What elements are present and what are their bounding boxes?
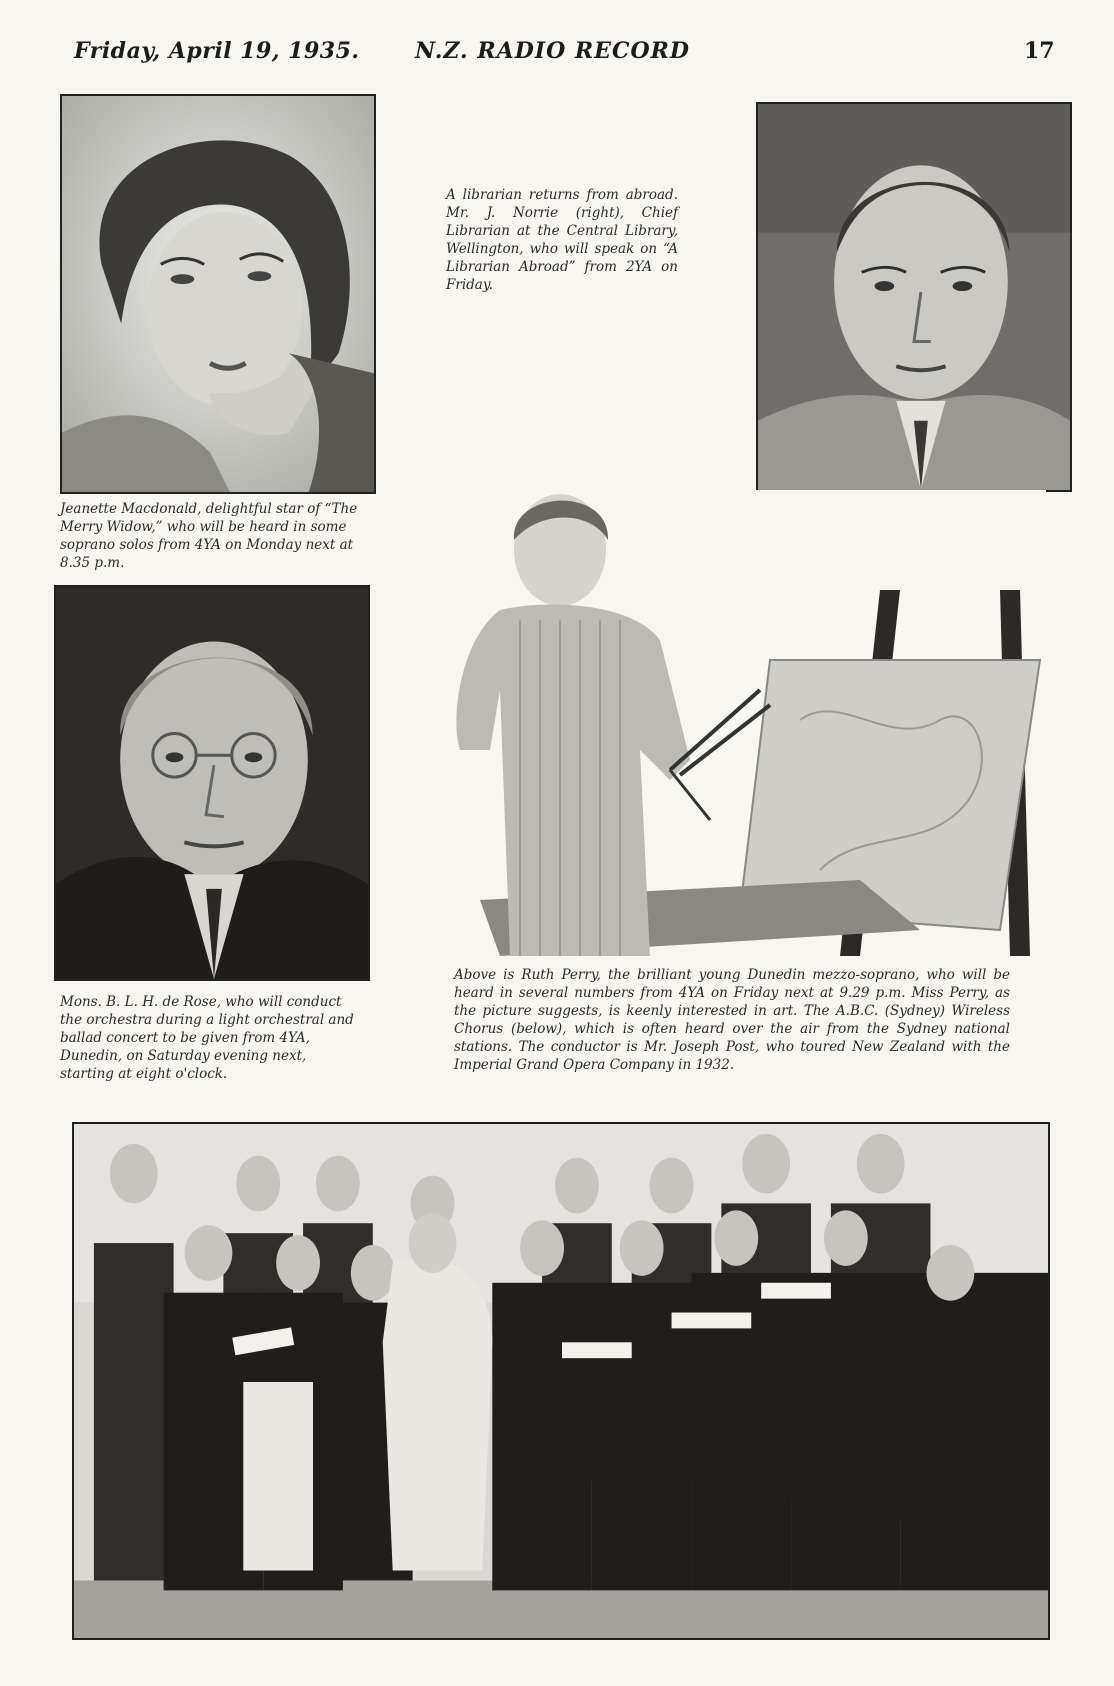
de-rose-photo: [54, 585, 370, 981]
jeanette-macdonald-photo: [60, 94, 376, 494]
publication-title: N.Z. RADIO RECORD: [415, 38, 690, 64]
jeanette-caption: [60, 500, 366, 572]
page-header: [0, 38, 1114, 74]
norrie-photo: [756, 102, 1072, 492]
de-rose-caption: [60, 993, 360, 1083]
jeanette-caption-text: Jeanette Macdonald, delightful star of “The Merry Widow,” who will be heard in some soprano solos from 4YA on Monday next at 8.35 p.m.: [60, 501, 358, 571]
perry-chorus-caption-text: Above is Ruth Perry, the brilliant young Dunedin mezzo-soprano, who will be heard in several numbers from 4YA on Friday next at 9.29 p.m. Miss Perry, as the picture suggests, is keenly interested in art. The A.B.C. (Sydney) Wireless Chorus (below), which is often heard over the air from the Sydney national stations. The conductor is Mr. Joseph Post, who toured New Zealand with the Imperial Grand Opera Company in 1932.: [454, 967, 1010, 1073]
issue-date: Friday, April 19, 1935.: [74, 38, 360, 64]
perry-chorus-caption: [454, 966, 1010, 1074]
page-number: 17: [1024, 38, 1055, 64]
norrie-caption-text: A librarian returns from abroad. Mr. J. Norrie (right), Chief Librarian at the Central Library, Wellington, who will speak on “A Librarian Abroad” from 2YA on Friday.: [446, 187, 678, 293]
norrie-caption: [446, 186, 678, 294]
de-rose-caption-text: Mons. B. L. H. de Rose, who will conduct the orchestra during a light orchestral and ballad concert to be given from 4YA, Dunedin, on Saturday evening next, starting at eight o'clock.: [60, 994, 354, 1082]
ruth-perry-photo: [440, 490, 1046, 956]
abc-wireless-chorus-photo: [72, 1122, 1050, 1640]
